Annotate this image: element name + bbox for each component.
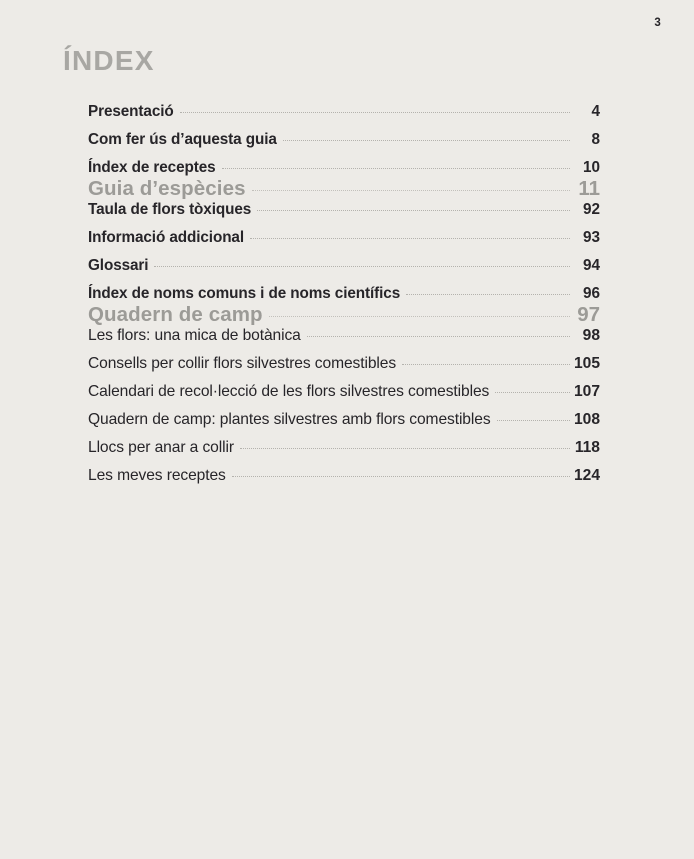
toc-entry-label: Consells per collir flors silvestres comestibles (88, 355, 397, 372)
page-number: 3 (654, 17, 661, 29)
toc-entry-page-number: 94 (582, 257, 600, 274)
toc-entry-label: Llocs per anar a collir (88, 439, 234, 456)
toc-entry-label: Presentació (88, 103, 174, 120)
dot-leader (154, 266, 570, 267)
toc-entry-label: Índex de noms comuns i de noms científics (88, 285, 401, 302)
dot-leader (222, 168, 570, 169)
toc-entry[interactable] (88, 467, 600, 485)
toc-entry-page-number: 98 (582, 327, 600, 344)
toc-entry-label: Calendari de recol·lecció de les flors silvestres comestibles (88, 383, 490, 400)
dot-leader (240, 448, 570, 449)
toc-entry-label: Les meves receptes (88, 467, 226, 484)
toc-entry-page-number: 11 (578, 177, 600, 200)
toc-entry-list (88, 103, 600, 485)
toc-group-back-matter (88, 201, 600, 303)
toc-group-front-matter (88, 103, 600, 177)
toc-entry-page-number: 8 (591, 131, 600, 148)
toc-entry-label: Índex de receptes (88, 159, 216, 176)
toc-entry-page-number: 4 (591, 103, 600, 120)
toc-entry-page-number: 96 (582, 285, 600, 302)
dot-leader (495, 392, 570, 393)
toc-entry-label: Taula de flors tòxiques (88, 201, 252, 218)
toc-entry[interactable] (88, 411, 600, 429)
toc-entry-label: Informació addicional (88, 229, 244, 246)
toc-entry-label: Glossari (88, 257, 149, 274)
toc-entry-label: Les flors: una mica de botànica (88, 327, 301, 344)
toc-entry-page-number: 92 (582, 201, 600, 218)
toc-entry[interactable] (88, 201, 600, 219)
toc-entry[interactable] (88, 257, 600, 275)
dot-leader (307, 336, 570, 337)
dot-leader (269, 316, 570, 317)
toc-entry-page-number: 10 (582, 159, 600, 176)
toc-entry-label: Quadern de camp: plantes silvestres amb flors comestibles (88, 411, 491, 428)
toc-entry-page-number: 105 (573, 355, 600, 372)
toc-entry[interactable] (88, 327, 600, 345)
toc-group-quadern-de-camp-entries (88, 327, 600, 485)
toc-entry[interactable] (88, 229, 600, 247)
toc-entry[interactable] (88, 103, 600, 121)
toc-group-guia-especies-header (88, 177, 600, 201)
toc-entry-page-number: 107 (573, 383, 600, 400)
dot-leader (232, 476, 570, 477)
page-title: ÍNDEX (63, 45, 155, 76)
toc-entry[interactable] (88, 159, 600, 177)
toc-entry[interactable] (88, 285, 600, 303)
toc-entry-page-number: 108 (573, 411, 600, 428)
toc-section-header[interactable] (88, 177, 600, 201)
dot-leader (497, 420, 570, 421)
toc-entry-label: Quadern de camp (88, 303, 263, 326)
toc-entry[interactable] (88, 383, 600, 401)
toc-entry-label: Com fer ús d’aquesta guia (88, 131, 277, 148)
toc-entry-page-number: 93 (582, 229, 600, 246)
dot-leader (283, 140, 570, 141)
dot-leader (406, 294, 570, 295)
dot-leader (250, 238, 570, 239)
toc-entry-label: Guia d’espècies (88, 177, 246, 200)
toc-section-header[interactable] (88, 303, 600, 327)
dot-leader (257, 210, 570, 211)
toc-group-quadern-de-camp-header (88, 303, 600, 327)
toc-entry-page-number: 118 (574, 439, 600, 456)
toc-entry[interactable] (88, 131, 600, 149)
dot-leader (180, 112, 570, 113)
toc-entry-page-number: 124 (573, 467, 600, 484)
toc-entry-page-number: 97 (577, 303, 600, 326)
dot-leader (402, 364, 570, 365)
dot-leader (252, 190, 570, 191)
toc-entry[interactable] (88, 439, 600, 457)
toc-entry[interactable] (88, 355, 600, 373)
